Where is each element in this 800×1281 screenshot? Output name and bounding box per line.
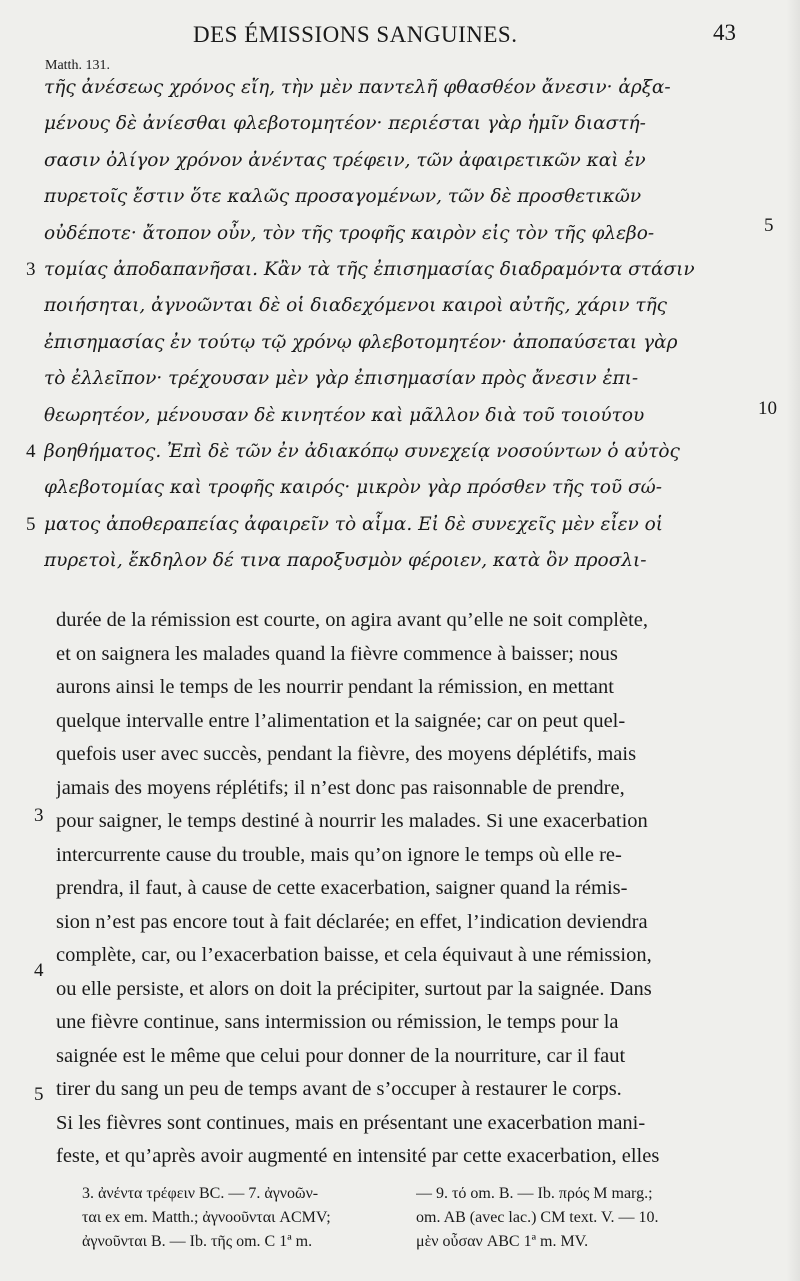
greek-line: ποιήσηται, ἀγνοῶνται δὲ οἱ διαδεχόμενοι καιροὶ αὐτῆς, χάριν τῆς [44, 295, 668, 317]
french-line: aurons ainsi le temps de les nourrir pendant la rémission, en mettant [56, 676, 614, 698]
greek-line: θεωρητέον, μένουσαν δὲ κινητέον καὶ μᾶλλον διὰ τοῦ τοιούτου [44, 404, 645, 426]
french-line: tirer du sang un peu de temps avant de s’occuper à restaurer le corps. [56, 1078, 622, 1100]
french-line: complète, car, ou l’exacerbation baisse, et cela équivaut à une rémission, [56, 944, 652, 966]
greek-line: τὸ ἐλλεῖπον· τρέχουσαν μὲν γὰρ ἐπισημασίαν πρὸς ἄνεσιν ἐπι- [44, 368, 639, 390]
french-line: feste, et qu’après avoir augmenté en intensité par cette exacerbation, elles [56, 1145, 660, 1167]
french-line: et on saignera les malades quand la fièvre commence à baisser; nous [56, 642, 618, 665]
french-line: prendra, il faut, à cause de cette exacerbation, saigner quand la rémis- [56, 877, 628, 899]
greek-line: βοηθήματος. Ἐπὶ δὲ τῶν ἐν ἀδιακόπῳ συνεχείᾳ νοσούντων ὁ αὐτὸς [44, 440, 680, 462]
edition-reference: Matth. 131. [45, 58, 110, 73]
greek-text-block [44, 70, 744, 579]
french-line: ou elle persiste, et alors on doit la précipiter, surtout par la saignée. Dans [56, 977, 652, 1000]
greek-section-number: 4 [26, 441, 36, 462]
french-line: Si les fièvres sont continues, mais en présentant une exacerbation mani- [56, 1111, 646, 1134]
french-line: intercurrente cause du trouble, mais qu’on ignore le temps où elle re- [56, 843, 622, 866]
greek-line: τῆς ἀνέσεως χρόνος εἴη, τὴν μὲν παντελῆ φθασθέον ἄνεσιν· ἀρξα- [44, 77, 671, 98]
greek-section-number: 5 [26, 514, 36, 535]
greek-line: οὐδέποτε· ἄτοπον οὖν, τὸν τῆς τροφῆς καιρὸν εἰς τὸν τῆς φλεβο- [44, 222, 655, 244]
running-header-title: DES ÉMISSIONS SANGUINES. [193, 22, 518, 47]
french-section-number: 3 [34, 805, 44, 826]
greek-section-number: 3 [26, 259, 36, 280]
greek-line: τομίας ἀποδαπανῆσαι. Κἂν τὰ τῆς ἐπισημασίας διαδραμόντα στάσιν [44, 258, 695, 280]
page-edge-shadow [786, 0, 800, 1281]
page-number: 43 [713, 20, 736, 45]
french-translation-block [56, 604, 756, 1174]
french-line: pour saigner, le temps destiné à nourrir les malades. Si une exacerbation [56, 810, 648, 832]
apparatus-line: om. AB (avec lac.) CM text. V. — 10. [416, 1209, 659, 1226]
french-section-number: 5 [34, 1084, 44, 1105]
greek-line: ἐπισημασίας ἐν τούτῳ τῷ χρόνῳ φλεβοτομητέον· ἀποπαύσεται γὰρ [44, 331, 678, 353]
french-line: quelque intervalle entre l’alimentation et la saignée; car on peut quel- [56, 709, 626, 732]
greek-line-number: 10 [758, 398, 777, 419]
apparatus-line: ται ex em. Matth.; ἀγνοοῦνται ACMV; [82, 1209, 331, 1226]
critical-apparatus-left [82, 1182, 400, 1254]
greek-line: φλεβοτομίας καὶ τροφῆς καιρός· μικρὸν γὰρ πρόσθεν τῆς τοῦ σώ- [44, 477, 662, 499]
french-line: sion n’est pas encore tout à fait déclarée; en effet, l’indication deviendra [56, 910, 648, 933]
french-section-number: 4 [34, 960, 44, 981]
french-line: jamais des moyens réplétifs; il n’est donc pas raisonnable de prendre, [56, 776, 625, 799]
greek-line: πυρετοὶ, ἔκδηλον δέ τινα παροξυσμὸν φέροιεν, κατὰ ὃν προσλι- [44, 550, 647, 572]
apparatus-line: — 9. τό om. B. — Ib. πρός M marg.; [416, 1185, 653, 1202]
apparatus-line: ἀγνοῦνται B. — Ib. τῆς om. C 1ª m. [82, 1233, 313, 1250]
greek-line: σασιν ὀλίγον χρόνον ἀνέντας τρέφειν, τῶν ἀφαιρετικῶν καὶ ἐν [44, 149, 646, 171]
critical-apparatus-right [416, 1182, 756, 1254]
apparatus-line: 3. ἀνέντα τρέφειν BC. — 7. ἀγνοῶν- [82, 1185, 319, 1202]
apparatus-line: μὲν οὖσαν ABC 1ª m. MV. [416, 1233, 589, 1250]
greek-line: μένους δὲ ἀνίεσθαι φλεβοτομητέον· περιέσται γὰρ ἡμῖν διαστή- [44, 113, 646, 135]
french-line: saignée est le même que celui pour donner de la nourriture, car il faut [56, 1044, 626, 1067]
greek-line: πυρετοῖς ἔστιν ὅτε καλῶς προσαγομένων, τῶν δὲ προσθετικῶν [44, 186, 642, 208]
greek-line-number: 5 [764, 215, 774, 236]
greek-line: ματος ἀποθεραπείας ἀφαιρεῖν τὸ αἷμα. Εἰ δὲ συνεχεῖς μὲν εἶεν οἱ [44, 513, 664, 535]
french-line: une fièvre continue, sans intermission ou rémission, le temps pour la [56, 1011, 619, 1033]
french-line: quefois user avec succès, pendant la fièvre, des moyens déplétifs, mais [56, 743, 637, 765]
french-line: durée de la rémission est courte, on agira avant qu’elle ne soit complète, [56, 609, 649, 631]
